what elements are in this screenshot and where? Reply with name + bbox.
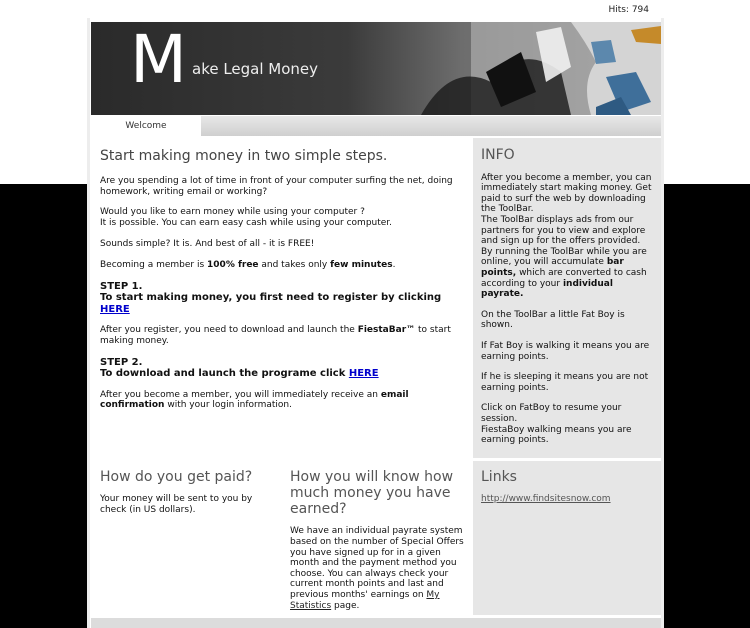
step2-label: STEP 2. [100,356,143,368]
text-span: to start making money. [100,325,451,346]
text-span: Becoming a member is [100,259,208,270]
get-paid-text: Your money will be sent to you by check (in US dollars). [100,494,253,515]
question-line: Would you like to earn money while using your computer ? [100,207,365,218]
earnings-text [290,526,465,611]
header-banner [91,22,661,115]
confirmation-paragraph [100,390,465,412]
text-span: We have an individual payrate system based on the number of Special Offers you have signed up for in a given month and the payment method you choose. You can always check your current month points and last and previous months' earnings on [290,526,464,600]
info-title: INFO [481,147,515,163]
text-span: which are converted to cash according to your [481,268,647,289]
hit-counter: Hits: 794 [608,5,649,15]
info-paragraph-1 [481,173,653,300]
answer-line: It is possible. You can earn easy cash while using your computer. [100,218,393,229]
sounds-simple-paragraph: Sounds simple? It is. And best of all - it is FREE! [100,238,315,249]
email-confirmation-bold: email confirmation [100,389,409,411]
download-paragraph [100,325,465,347]
step1-text: To start making money, you first need to register by clicking [100,292,442,304]
text-span: The ToolBar displays ads from our partners for you to view and explore and sign up for the offers provided. By running the ToolBar while you are online, you will accumulate [481,214,647,268]
findsitesnow-link[interactable]: http://www.findsitesnow.com [481,494,611,504]
text-span: FiestaBoy walking means you are earning points. [481,424,632,446]
text-span: and takes only [258,259,331,270]
text-span: page. [331,600,360,611]
question-paragraph [100,207,465,229]
step2-text: To download and launch the programe click [100,368,349,380]
links-panel [473,461,661,615]
register-link[interactable]: HERE [100,303,130,315]
footer-bar [91,618,661,628]
main-title: Start making money in two simple steps. [100,148,388,164]
info-panel [473,138,661,458]
step2-heading [100,357,465,380]
free-bold: 100% free [207,259,259,270]
step1-label: STEP 1. [100,280,143,292]
text-span: with your login information. [164,400,292,411]
get-paid-title: How do you get paid? [100,469,253,485]
main-content [100,148,465,421]
info-paragraph-fatboy: On the ToolBar a little Fat Boy is shown. [481,309,625,331]
text-span: . [392,259,396,270]
intro-paragraph: Are you spending a lot of time in front of your computer surfing the net, doing homework, writing email or working? [100,175,453,197]
text-span: After you become a member, you can immediately start making money. Get paid to surf the web by downloading the ToolBar. [481,172,652,215]
get-paid-section [100,469,270,515]
earnings-section [290,469,465,611]
links-title: Links [481,469,517,485]
text-span: Click on FatBoy to resume your session. [481,403,622,425]
text-span: After you become a member, you will immediately receive an [100,389,381,400]
membership-paragraph [100,260,465,271]
info-paragraph-walking: If Fat Boy is walking it means you are earning points. [481,341,650,362]
fiestabar-bold: FiestaBar™ [357,325,416,336]
bar-points-bold: bar points, [481,257,624,278]
step1-heading [100,281,465,316]
earnings-title: How you will know how much money you have earned? [290,469,454,518]
minutes-bold: few minutes [330,259,393,270]
site-title: ake Legal Money [192,60,319,78]
tab-welcome[interactable]: Welcome [91,116,201,136]
info-paragraph-resume [481,403,653,445]
my-statistics-link[interactable]: My Statistics [290,589,440,611]
info-paragraph-sleeping: If he is sleeping it means you are not earning points. [481,372,649,393]
download-link[interactable]: HERE [348,368,379,380]
nav-bar [91,116,661,136]
payrate-bold: individual payrate. [481,278,613,300]
logo-letter: M [130,22,187,98]
page-container [87,18,664,628]
text-span: After you register, you need to download and launch the [100,325,358,336]
